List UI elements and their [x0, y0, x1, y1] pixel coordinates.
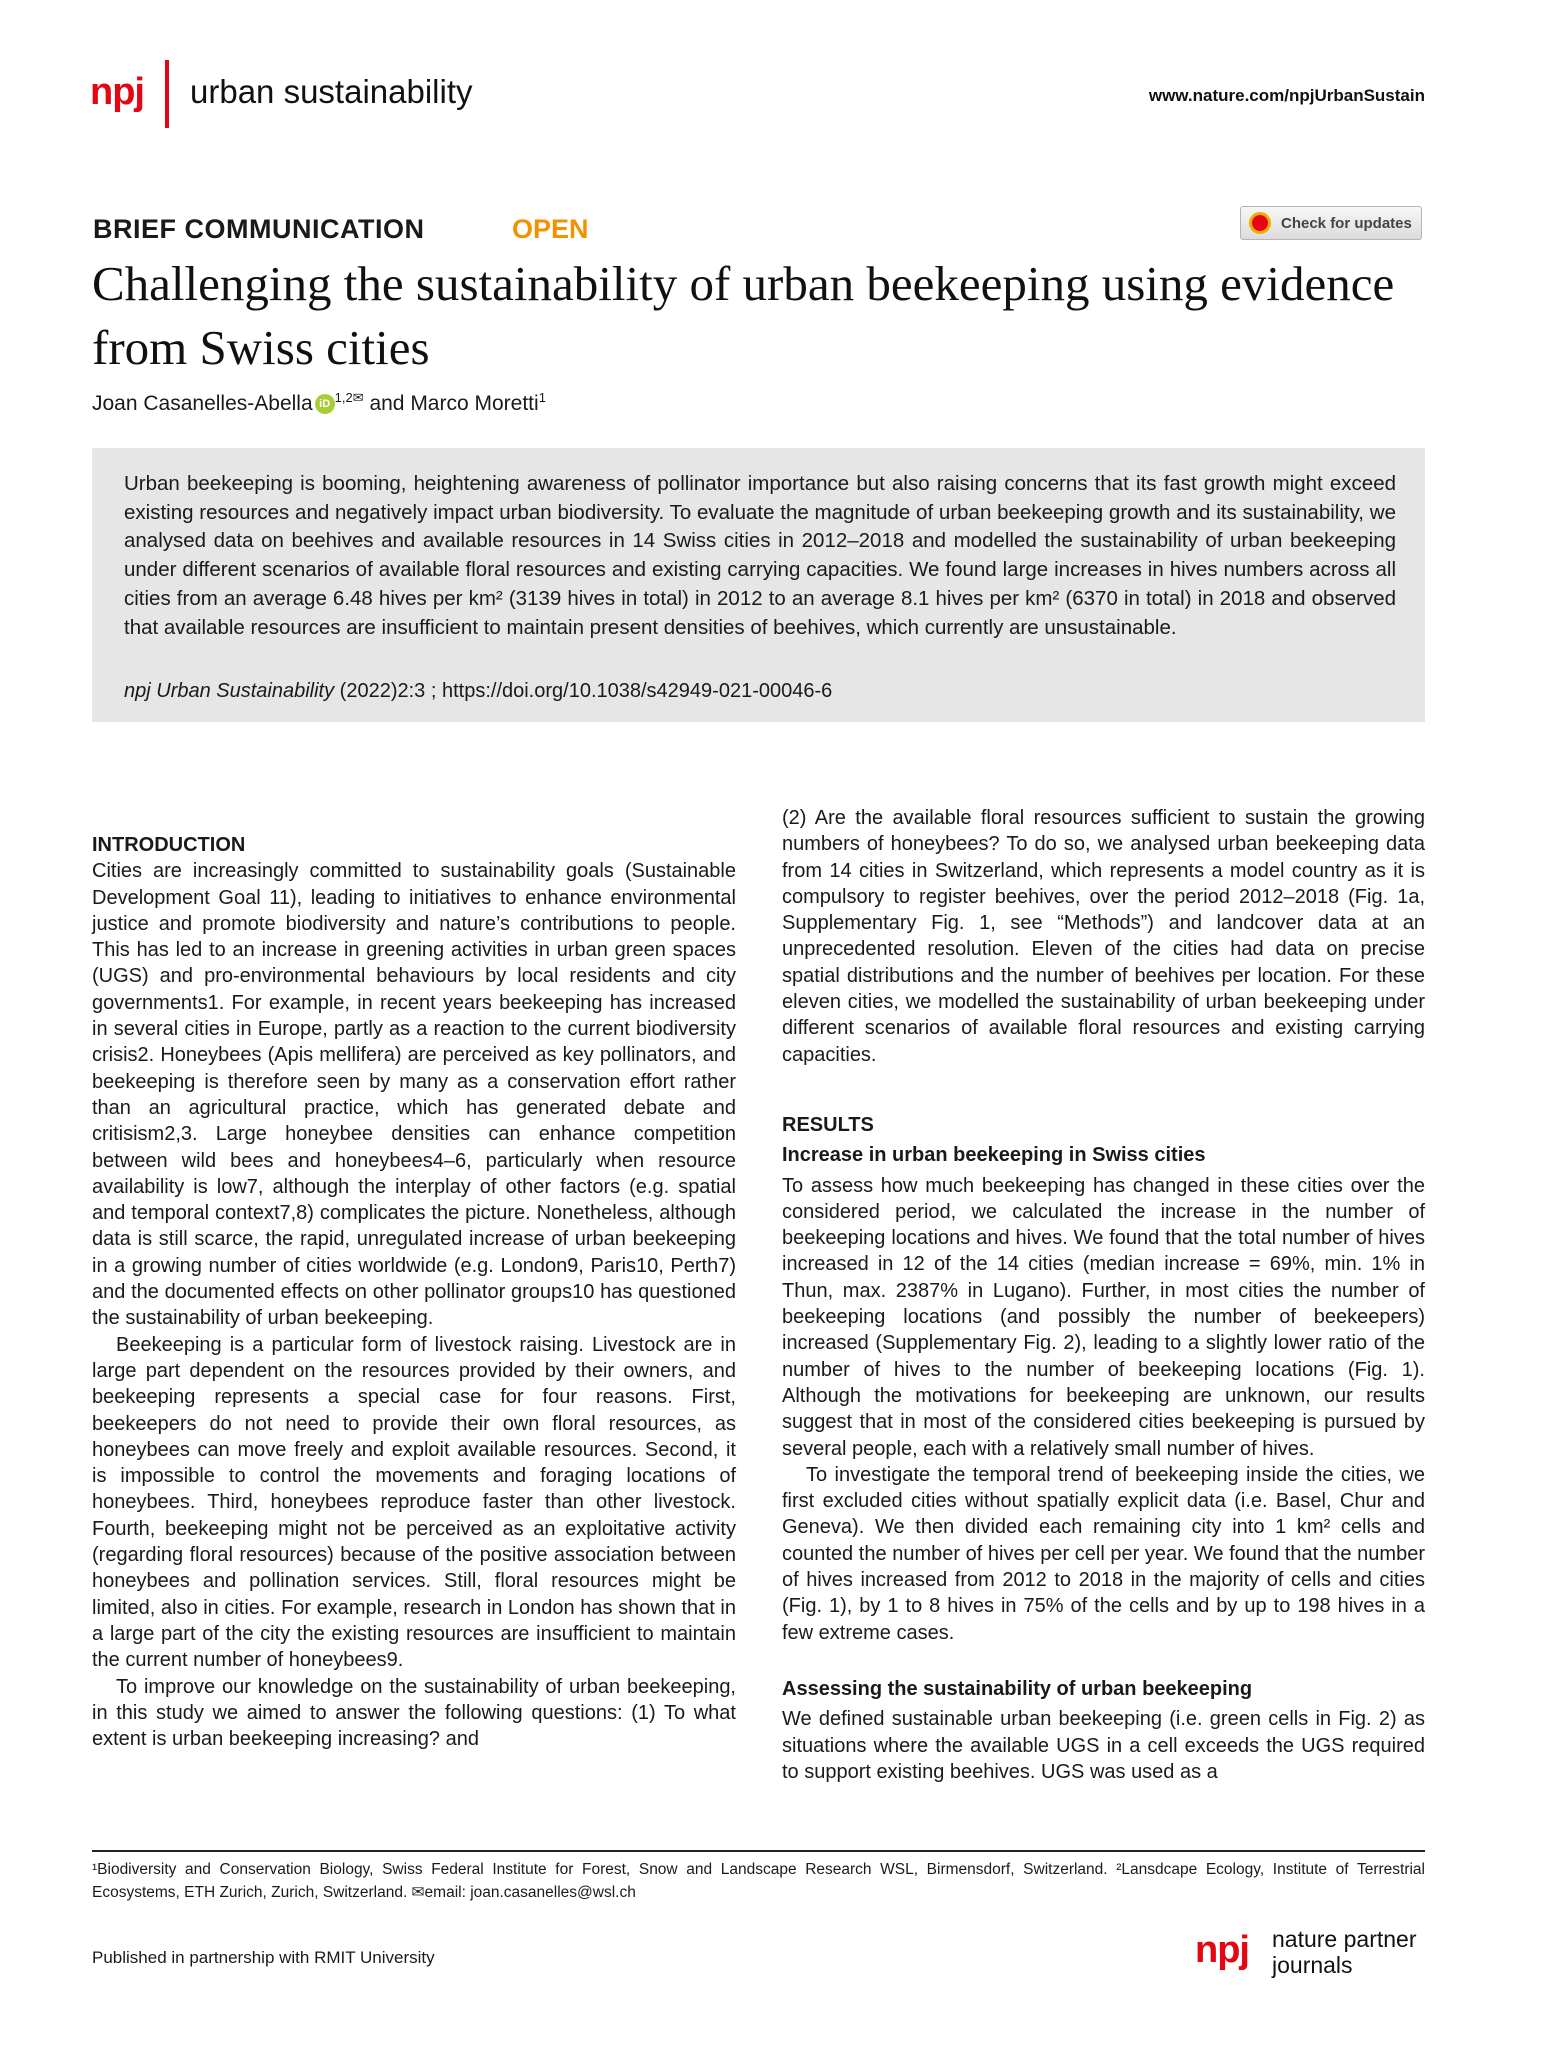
- npj-logo[interactable]: npj: [90, 71, 144, 113]
- footnote-divider: [92, 1850, 1425, 1852]
- check-for-updates-button[interactable]: [1240, 206, 1422, 240]
- author-affiliation: 1: [538, 390, 546, 405]
- partner-line: journals: [1272, 1952, 1353, 1978]
- journal-name[interactable]: urban sustainability: [190, 73, 473, 110]
- publisher-note: Published in partnership with RMIT University: [92, 1948, 435, 1967]
- abstract-text: Urban beekeeping is booming, heightening awareness of pollinator importance but also raising concerns that its fast growth might exceed existing resources and negatively impact urban biodiversity. To evaluate the magnitude of urban beekeeping growth and its sustainability, we analysed data on beehives and available resources in 14 Swiss cities in 2012–2018 and modelled the sustainability of urban beekeeping under different scenarios of available floral resources and existing carrying capacities. We found large increases in hives numbers across all cities from an average 6.48 hives per km² (3139 hives in total) in 2012 to an average 8.1 hives per km² (6370 in total) in 2018 and observed that available resources are insufficient to maintain present densities of beehives, which currently are unsustainable.: [124, 472, 1396, 639]
- section-heading-introduction: INTRODUCTION: [92, 834, 246, 856]
- partner-line: nature partner: [1272, 1926, 1417, 1952]
- author-name[interactable]: and Marco Moretti: [363, 392, 539, 415]
- citation-journal: npj Urban Sustainability: [124, 680, 335, 702]
- crossmark-icon: [1249, 212, 1271, 234]
- subsection-heading: Assessing the sustainability of urban beekeeping: [782, 1677, 1253, 1700]
- paragraph: Beekeeping is a particular form of livestock raising. Livestock are in large part dependent on the resources provided by their owners, and beekeeping represents a special case for four reasons. First, beekeepers do not need to provide their own floral resources, as honeybees can move freely and exploit available resources. Second, it is impossible to control the movements and foraging locations of honeybees. Third, honeybees reproduce faster than other livestock. Fourth, beekeeping might not be perceived as an exploitative activity (regarding floral resources) because of the positive association between honeybees and pollination services. Still, floral resources might be limited, also in cities. For example, research in London has shown that in a large part of the city the existing resources are insufficient to maintain the current number of honeybees9.: [92, 1333, 736, 1672]
- paragraph: To assess how much beekeeping has changed in these cities over the considered period, we calculated the increase in the number of beekeeping locations and hives. We found that the total number of hives increased in 12 of the 14 cities (median increase = 69%, min. 1% in Thun, max. 2387% in Lugano). Further, in most cities the number of beekeeping locations (and possibly the number of beekeepers) increased (Supplementary Fig. 2), leading to a slightly lower ratio of the number of hives to the number of beekeeping locations (Fig. 1). Although the motivations for beekeeping are unknown, our results suggest that in most of the considered cities beekeeping is pursued by several people, each with a relatively small number of hives.: [782, 1174, 1425, 1460]
- orcid-icon[interactable]: iD: [315, 394, 335, 414]
- left-column: [92, 832, 736, 1752]
- subsection-heading: Increase in urban beekeeping in Swiss cities: [782, 1144, 1206, 1167]
- paragraph: To investigate the temporal trend of beekeeping inside the cities, we first excluded cities without spatially explicit data (i.e. Basel, Chur and Geneva). We then divided each remaining city into 1 km² cells and counted the number of hives per cell per year. We found that the number of hives increased from 2012 to 2018 in the majority of cells and cities (Fig. 1), by 1 to 8 hives in 75% of the cells and by up to 198 hives in a few extreme cases.: [782, 1463, 1425, 1644]
- logo-divider: [165, 60, 169, 128]
- article-title: Challenging the sustainability of urban beekeeping using evidence from Swiss cities: [92, 256, 1395, 375]
- author-name[interactable]: Joan Casanelles-Abella: [92, 392, 313, 415]
- section-heading-results: RESULTS: [782, 1113, 874, 1136]
- author-affiliation: 1,2✉: [334, 390, 364, 405]
- nature-partner-journals-label: [1272, 1926, 1416, 1978]
- paragraph: We defined sustainable urban beekeeping (i.e. green cells in Fig. 2) as situations where the available UGS in a cell exceeds the UGS required to support existing beehives. UGS was used as a: [782, 1708, 1425, 1783]
- citation-line: [124, 680, 832, 703]
- right-column: [782, 805, 1425, 1785]
- open-access-badge: OPEN: [512, 214, 589, 244]
- section-type: BRIEF COMMUNICATION: [93, 214, 425, 244]
- check-for-updates-label: Check for updates: [1281, 214, 1412, 232]
- paragraph: (2) Are the available floral resources sufficient to sustain the growing numbers of honeybees? To do so, we analysed urban beekeeping data from 14 cities in Switzerland, which represents a model country as it is compulsory to register beehives, over the period 2012–2018 (Fig. 1a, Supplementary Fig. 1, see “Methods”) and landcover data at an unprecedented resolution. Eleven of the cities had data on precise spatial distributions and the number of beehives per location. For these eleven cities, we modelled the sustainability of urban beekeeping under different scenarios of available floral resources and existing carrying capacities.: [782, 807, 1425, 1066]
- journal-url-link[interactable]: www.nature.com/npjUrbanSustain: [1148, 86, 1425, 105]
- npj-footer-logo[interactable]: npj: [1195, 1929, 1249, 1971]
- citation-doi[interactable]: (2022)2:3 ; https://doi.org/10.1038/s42949-021-00046-6: [334, 680, 833, 702]
- author-list: [92, 390, 546, 416]
- affiliations-footnote: ¹Biodiversity and Conservation Biology, Swiss Federal Institute for Forest, Snow and Landscape Research WSL, Birmensdorf, Switzerland. ²Lansdcape Ecology, Institute of Terrestrial Ecosystems, ETH Zurich, Zurich, Switzerland. ✉email: joan.casanelles@wsl.ch: [92, 1861, 1425, 1901]
- paragraph: Cities are increasingly committed to sustainability goals (Sustainable Development Goal 11), leading to initiatives to enhance environmental justice and promote biodiversity and nature’s contributions to people. This has led to an increase in greening activities in urban green spaces (UGS) and pro-environmental behaviours by local residents and city governments1. For example, in recent years beekeeping has increased in several cities in Europe, partly as a reaction to the current biodiversity crisis2. Honeybees (Apis mellifera) are perceived as key pollinators, and beekeeping is therefore seen by many as a conservation effort rather than an agricultural practice, which has generated debate and critisism2,3. Large honeybee densities can enhance competition between wild bees and honeybees4–6, particularly when resource availability is low7, although the interplay of other factors (e.g. spatial and temporal context7,8) complicates the picture. Nonetheless, although data is still scarce, the rapid, unregulated increase of urban beekeeping in a growing number of cities worldwide (e.g. London9, Paris10, Perth7) and the documented effects on other pollinator groups10 has questioned the sustainability of urban beekeeping.: [92, 860, 736, 1330]
- paragraph: To improve our knowledge on the sustainability of urban beekeeping, in this study we aimed to answer the following questions: (1) To what extent is urban beekeeping increasing? and: [92, 1675, 736, 1751]
